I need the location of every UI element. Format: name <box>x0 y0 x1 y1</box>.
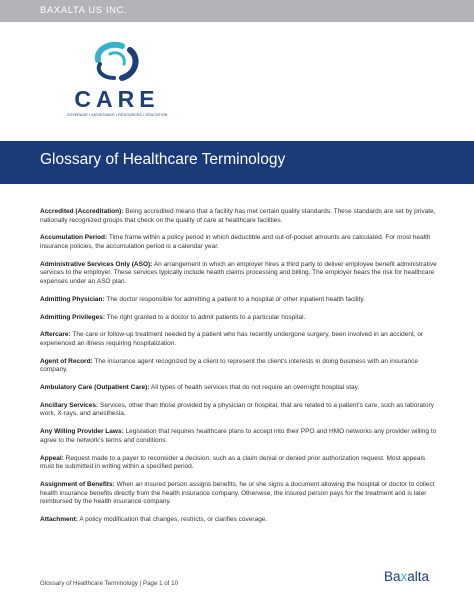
glossary-term: Admitting Privileges: <box>40 313 106 321</box>
logo-wordmark: CARE <box>74 86 160 112</box>
glossary-term: Ancillary Services: <box>40 401 99 409</box>
brand-text-x: x <box>400 569 408 584</box>
company-name: BAXALTA US INC. <box>40 5 128 16</box>
glossary-definition: The right granted to a doctor to admit patients to a particular hospital. <box>105 313 306 321</box>
glossary-entry <box>40 234 438 251</box>
glossary-definition: The insurance agent recognized by a client to represent the client's interests in doing business with an insurance company. <box>40 357 418 374</box>
glossary-term: Accumulation Period: <box>40 234 108 242</box>
glossary-definition: When an insured person assigns benefits, he or she signs a document allowing the hospital or doctor to collect health insurance benefits directly from the health insurance company. Otherwise, the insured person pays for the treatment and is later reimbursed by the health insurance company. <box>40 480 435 506</box>
glossary-entry <box>40 331 438 348</box>
glossary-entry <box>40 296 438 305</box>
baxalta-logo <box>384 569 429 584</box>
brand-text-1: Ba <box>384 569 401 584</box>
glossary-definition: An arrangement in which an employer hires a third party to deliver employee benefit administrative services to the employer. These services typically include health claims processing and billing. The employer bears the risk for healthcare expenses under an ASO plan. <box>40 260 437 285</box>
glossary-term: Aftercare: <box>40 331 71 339</box>
glossary-term: Accredited (Accreditation): <box>40 208 124 215</box>
title-banner <box>0 141 474 184</box>
glossary-definition: Time frame within a policy period in which deductible and out-of-pocket amounts are calculated. For most health insurance policies, the accumulation period is a calendar year. <box>40 234 431 250</box>
glossary-term: Appeal: <box>40 454 64 462</box>
footer-page-info: Glossary of Healthcare Terminology | Page 1 of 10 <box>40 580 179 587</box>
header-bar <box>0 0 474 22</box>
glossary-term: Administrative Services Only (ASO): <box>40 260 153 268</box>
care-logo <box>62 40 172 120</box>
glossary-entry <box>40 481 438 507</box>
glossary-term: Assignment of Benefits: <box>40 480 115 488</box>
glossary-entry <box>40 455 438 472</box>
logo-tagline: COVERAGE • ASSISTANCE • RESOURCES • EDUCATION <box>66 113 168 117</box>
care-swirl-icon <box>92 40 142 84</box>
glossary-entry <box>40 516 438 525</box>
glossary-entry <box>40 314 438 323</box>
glossary-definition: The doctor responsible for admitting a patient to a hospital or other inpatient health facility. <box>104 295 365 303</box>
glossary-definition: Legislation that requires healthcare plans to accept into their PPO and HMO networks any provider willing to agree to the network's terms and conditions. <box>40 428 437 444</box>
glossary-definition: A policy modification that changes, restricts, or clarifies coverage. <box>77 515 268 523</box>
glossary-list <box>40 208 438 534</box>
glossary-entry <box>40 208 438 225</box>
glossary-entry <box>40 358 438 375</box>
glossary-definition: Request made to a payer to reconsider a decision, such as a claim denial or denied prior authorization request. Most appeals must be submitted in writing within a specified period. <box>40 454 426 471</box>
glossary-term: Agent of Record: <box>40 357 93 365</box>
glossary-term: Ambulatory Care (Outpatient Care): <box>40 384 150 392</box>
glossary-term: Attachment: <box>40 515 78 523</box>
glossary-definition: The care or follow-up treatment needed by a patient who has recently undergone surgery, been involved in an accident, or experienced an illness requiring hospitalization. <box>40 331 424 347</box>
glossary-definition: Services, other than those provided by a physician or hospital, that are related to a patient's care, such as laboratory work, X-rays, and anesthesia. <box>40 401 435 418</box>
brand-text-2: alta <box>407 569 430 584</box>
glossary-entry <box>40 402 438 419</box>
glossary-definition: All types of health services that do not require an overnight hospital stay. <box>149 384 360 392</box>
glossary-entry <box>40 428 438 445</box>
glossary-entry <box>40 384 438 393</box>
page-title: Glossary of Healthcare Terminology <box>40 151 286 168</box>
glossary-definition: Being accredited means that a facility has met certain quality standards. These standards are set by private, nationally recognized groups that check on the quality of care at healthcare facilities. <box>40 208 436 224</box>
glossary-term: Any Willing Provider Laws: <box>40 428 124 436</box>
glossary-entry <box>40 261 438 287</box>
glossary-term: Admitting Physician: <box>40 295 105 303</box>
